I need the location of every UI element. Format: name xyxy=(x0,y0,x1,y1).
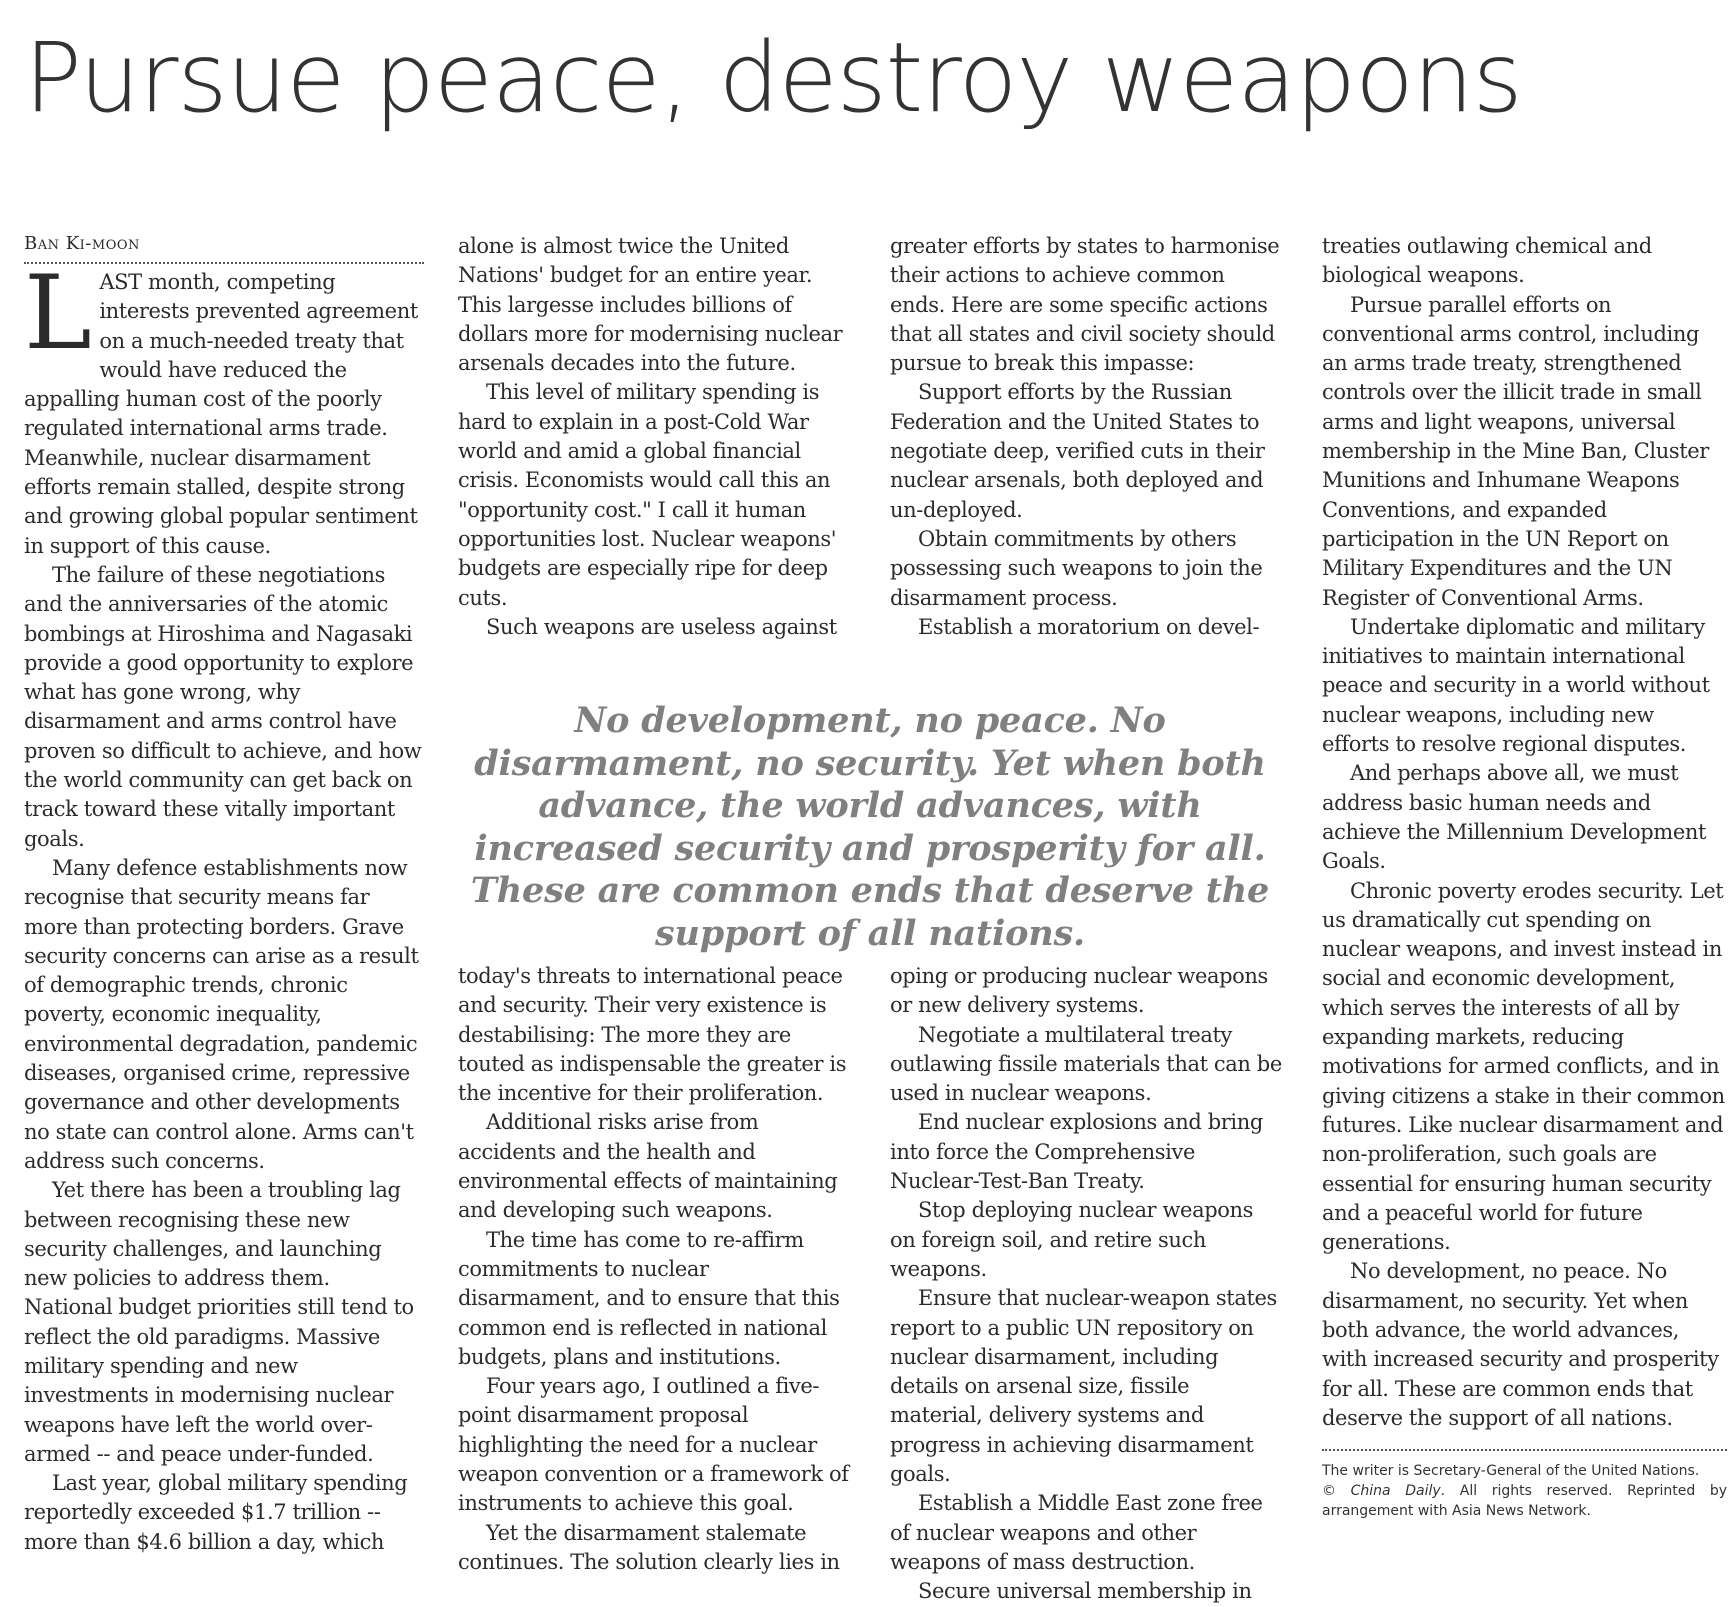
column-2-bottom xyxy=(458,962,850,1577)
paragraph: Ensure that nuclear-weapon states report to a public UN repository on nuclear disarmament, including details on arsenal size, fissile material, delivery systems and progress in achieving disarmament goals. xyxy=(890,1286,1277,1487)
paragraph: Establish a moratorium on devel- xyxy=(918,614,1260,639)
paragraph: Four years ago, I outlined a five-point disarmament proposal highlighting the need for a nuclear weapon convention or a framework of instruments to achieve this goal. xyxy=(458,1374,849,1516)
paragraph: Additional risks arise from accidents and the health and environmental effects of maintaining and developing such weapons. xyxy=(458,1110,838,1223)
paragraph: today's threats to international peace and security. Their very existence is destabilising: The more they are touted as indispensable the greater is the incentive for their proliferation. xyxy=(458,964,847,1106)
paragraph: Many defence establishments now recognise that security means far more than protecting borders. Grave security concerns can arise as a result of demographic trends, chronic poverty, economic inequality, environmental degradation, pandemic diseases, organised crime, repressive governance and other developments no state can control alone. Arms can't address such concerns. xyxy=(24,855,419,1173)
publication-name: China Daily xyxy=(1350,1483,1441,1500)
paragraph: treaties outlawing chemical and biological weapons. xyxy=(1322,234,1652,288)
pull-quote: No development, no peace. No disarmament, no security. Yet when both advance, the world advances, with increased security and prosperity for all. These are common ends that deserve the support of all nations. xyxy=(470,700,1270,954)
paragraph: This level of military spending is hard to explain in a post-Cold War world and amid a global financial crisis. Economists would call this an "opportunity cost." I call it human opportunities lost. Nuclear weapons' budgets are especially ripe for deep cuts. xyxy=(458,380,837,610)
paragraph: Pursue parallel efforts on conventional arms control, including an arms trade treaty, strengthened controls over the illicit trade in small arms and light weapons, universal membership in the Mine Ban, Cluster Munitions and Inhumane Weapons Conventions, and expanded participation in the UN Report on Military Expenditures and the UN Register of Conventional Arms. xyxy=(1322,292,1709,610)
paragraph: oping or producing nuclear weapons or new delivery systems. xyxy=(890,964,1268,1018)
author-footnote xyxy=(1322,1461,1727,1521)
paragraph: The time has come to re-affirm commitments to nuclear disarmament, and to ensure that this common end is reflected in national budgets, plans and institutions. xyxy=(458,1227,840,1369)
paragraph: Undertake diplomatic and military initiatives to maintain international peace and security in a world without nuclear weapons, including new efforts to resolve regional disputes. xyxy=(1322,614,1710,757)
paragraph: LAST month, competing interests prevented agreement on a much-needed treaty that would have reduced the appalling human cost of the poorly regulated international arms trade. Meanwhile, nuclear disarmament efforts remain stalled, despite strong and growing global popular sentiment in support of this cause. xyxy=(24,254,418,558)
footnote-divider xyxy=(1322,1449,1727,1521)
paragraph: End nuclear explosions and bring into force the Comprehensive Nuclear-Test-Ban Treaty. xyxy=(890,1110,1263,1194)
byline: Ban Ki-moon xyxy=(24,232,424,264)
drop-cap: L xyxy=(24,254,92,373)
paragraph: Such weapons are useless against xyxy=(486,614,837,639)
column-2-top xyxy=(458,232,850,642)
paragraph: Support efforts by the Russian Federation and the United States to negotiate deep, verified cuts in their nuclear arsenals, both deployed and un-deployed. xyxy=(890,380,1265,522)
paragraph: The failure of these negotiations and the anniversaries of the atomic bombings at Hiroshima and Nagasaki provide a good opportunity to explore what has gone wrong, why disarmament and arms control have proven so difficult to achieve, and how the world community can get back on track toward these vitally important goals. xyxy=(24,562,422,851)
paragraph: Yet the disarmament stalemate continues. The solution clearly lies in xyxy=(458,1520,840,1574)
paragraph: Chronic poverty erodes security. Let us dramatically cut spending on nuclear weapons, and invest instead in social and economic development, which serves the interests of all by expanding markets, reducing motivations for armed conflicts, and in giving citizens a stake in their common futures. Like nuclear disarmament and non-proliferation, such goals are essential for ensuring human security and a peaceful world for future generations. xyxy=(1322,878,1725,1255)
paragraph: alone is almost twice the United Nations' budget for an entire year. This largesse includes billions of dollars more for modernising nuclear arsenals decades into the future. xyxy=(458,234,843,376)
article-headline: Pursue peace, destroy weapons xyxy=(24,22,1522,134)
writer-note: The writer is Secretary-General of the United Nations. xyxy=(1322,1463,1700,1480)
copyright-note xyxy=(1322,1481,1727,1521)
paragraph: Negotiate a multilateral treaty outlawing fissile materials that can be used in nuclear weapons. xyxy=(890,1022,1282,1106)
column-4 xyxy=(1322,232,1727,1521)
copyright-symbol: © xyxy=(1322,1483,1336,1500)
paragraph: Secure universal membership in xyxy=(918,1579,1252,1604)
column-3-top xyxy=(890,232,1282,642)
paragraph: Establish a Middle East zone free of nuclear weapons and other weapons of mass destruction. xyxy=(890,1491,1263,1574)
paragraph: And perhaps above all, we must address basic human needs and achieve the Millennium Development Goals. xyxy=(1322,761,1707,874)
rights-text: . All rights reserved. Reprinted by arrangement with Asia News Network. xyxy=(1322,1483,1728,1520)
paragraph: Last year, global military spending reportedly exceeded $1.7 trillion -- more than $4.6 billion a day, which xyxy=(24,1471,408,1554)
column-3-bottom xyxy=(890,962,1282,1607)
paragraph: greater efforts by states to harmonise their actions to achieve common ends. Here are some specific actions that all states and civil society should pursue to break this impasse: xyxy=(890,234,1280,376)
column-1 xyxy=(24,232,424,1557)
paragraph: Stop deploying nuclear weapons on foreign soil, and retire such weapons. xyxy=(890,1198,1253,1281)
paragraph: No development, no peace. No disarmament, no security. Yet when both advance, the world advances, with increased security and prosperity for all. These are common ends that deserve the support of all nations. xyxy=(1322,1259,1719,1430)
paragraph: Obtain commitments by others possessing such weapons to join the disarmament process. xyxy=(890,526,1263,610)
paragraph: Yet there has been a troubling lag between recognising these new security challenges, and launching new policies to address them. National budget priorities still tend to reflect the old paradigms. Massive military spending and new investments in modernising nuclear weapons have left the world over-armed -- and peace under-funded. xyxy=(24,1178,414,1466)
